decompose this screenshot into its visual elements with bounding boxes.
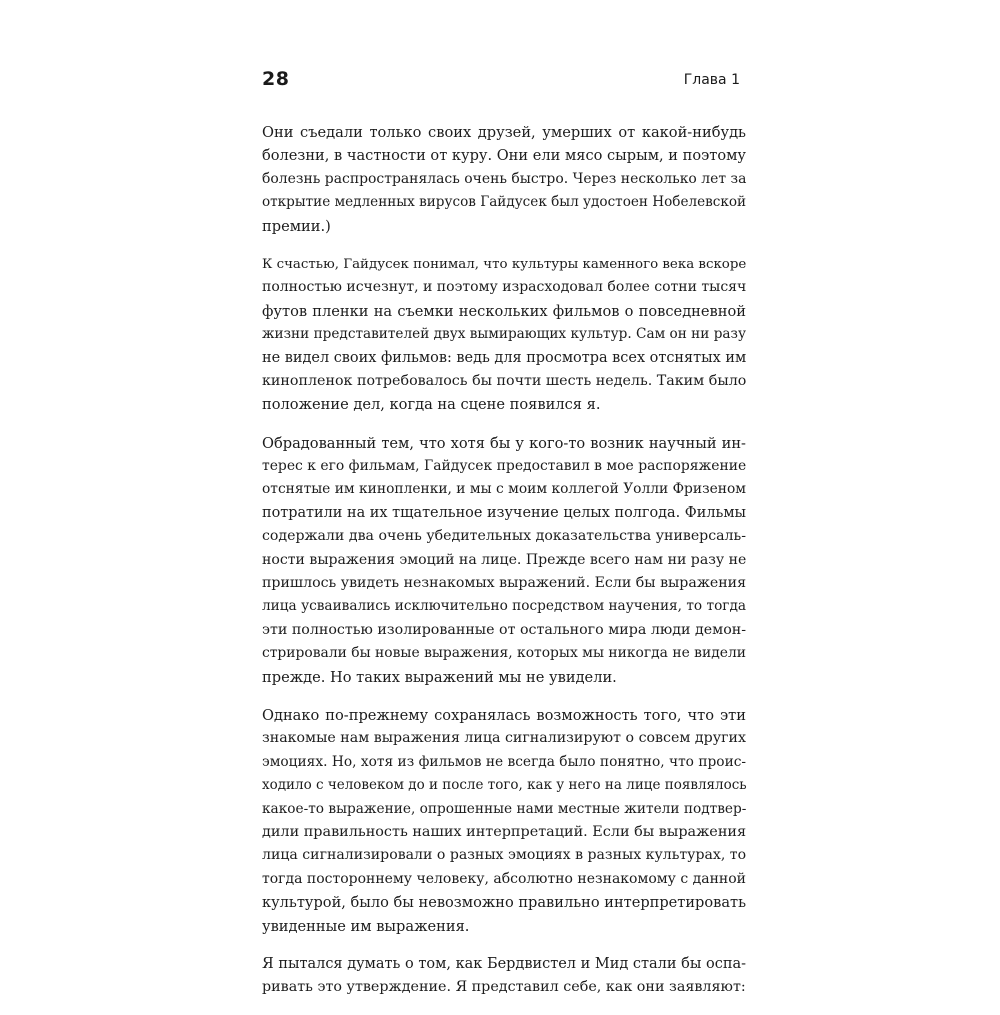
- text-line: дили правильность наших интерпретаций. Если бы выражения: [262, 823, 747, 840]
- paragraph: [262, 704, 746, 938]
- text-line: открытие медленных вирусов Гайдусек был удостоен Нобелевской: [262, 194, 747, 211]
- text-line: увиденные им выражения.: [262, 917, 470, 935]
- text-line: тогда постороннему человеку, абсолютно незнакомому с данной: [262, 870, 746, 887]
- text-line: кинопленок потребовалось бы почти шесть недель. Таким было: [262, 372, 747, 389]
- text-line: стрировали бы новые выражения, которых мы никогда не видели: [262, 645, 746, 662]
- text-line: какое-то выражение, опрошенные нами местные жители подтвер-: [262, 800, 747, 817]
- body-text: [262, 121, 746, 1015]
- text-line: положение дел, когда на сцене появился я.: [262, 396, 601, 414]
- text-line: К счастью, Гайдусек понимал, что культуры каменного века вскоре: [262, 256, 747, 272]
- text-line: пришлось увидеть незнакомых выражений. Если бы выражения: [262, 575, 747, 592]
- text-line: не видел своих фильмов: ведь для просмотра всех отснятых им: [262, 349, 747, 366]
- text-line: лица сигнализировали о разных эмоциях в разных культурах, то: [262, 847, 747, 864]
- text-line: терес к его фильмам, Гайдусек предоставил в мое распоряжение: [262, 458, 747, 475]
- text-line: Однако по-прежнему сохранялась возможность того, что эти: [262, 706, 746, 724]
- text-line: Я пытался думать о том, как Бердвистел и Мид стали бы оспа-: [262, 955, 746, 972]
- text-line: эти полностью изолированные от остального мира люди демон-: [262, 621, 747, 638]
- text-line: полностью исчезнут, и поэтому израсходовал более сотни тысяч: [262, 279, 747, 296]
- text-line: потратили на их тщательное изучение целых полгода. Фильмы: [262, 504, 746, 521]
- text-line: лица усваивались исключительно посредством научения, то тогда: [262, 598, 746, 615]
- text-line: премии.): [262, 217, 331, 235]
- text-line: Они съедали только своих друзей, умерших от какой-нибудь: [262, 124, 746, 141]
- paragraph: [262, 253, 746, 417]
- page-number: 28: [262, 68, 290, 90]
- paragraph: [262, 432, 746, 689]
- text-line: ривать это утверждение. Я представил себе, как они заявляют:: [262, 979, 746, 996]
- text-line: болезни, в частности от куру. Они ели мясо сырым, и поэтому: [262, 147, 746, 165]
- text-line: знакомые нам выражения лица сигнализируют о совсем других: [262, 730, 746, 747]
- paragraph: [262, 953, 746, 1000]
- text-line: ходило с человеком до и после того, как у него на лице появлялось: [262, 777, 747, 794]
- text-line: прежде. Но таких выражений мы не увидели.: [262, 668, 617, 686]
- text-line: футов пленки на съемки нескольких фильмов о повседневной: [262, 302, 746, 320]
- text-line: ности выражения эмоций на лице. Прежде всего нам ни разу не: [262, 551, 747, 568]
- text-line: болезнь распространялась очень быстро. Через несколько лет за: [262, 170, 747, 187]
- text-line: культурой, было бы невозможно правильно интерпретировать: [262, 894, 747, 912]
- text-line: эмоциях. Но, хотя из фильмов не всегда было понятно, что проис-: [262, 753, 747, 770]
- text-line: жизни представителей двух вымирающих культур. Сам он ни разу: [262, 326, 746, 343]
- text-line: отснятые им кинопленки, и мы с моим коллегой Уолли Фризеном: [262, 481, 746, 498]
- running-header-chapter: Глава 1: [683, 72, 740, 88]
- text-line: содержали два очень убедительных доказательства универсаль-: [262, 528, 746, 545]
- paragraph: [262, 121, 746, 238]
- text-line: Обрадованный тем, что хотя бы у кого-то возник научный ин-: [262, 434, 746, 452]
